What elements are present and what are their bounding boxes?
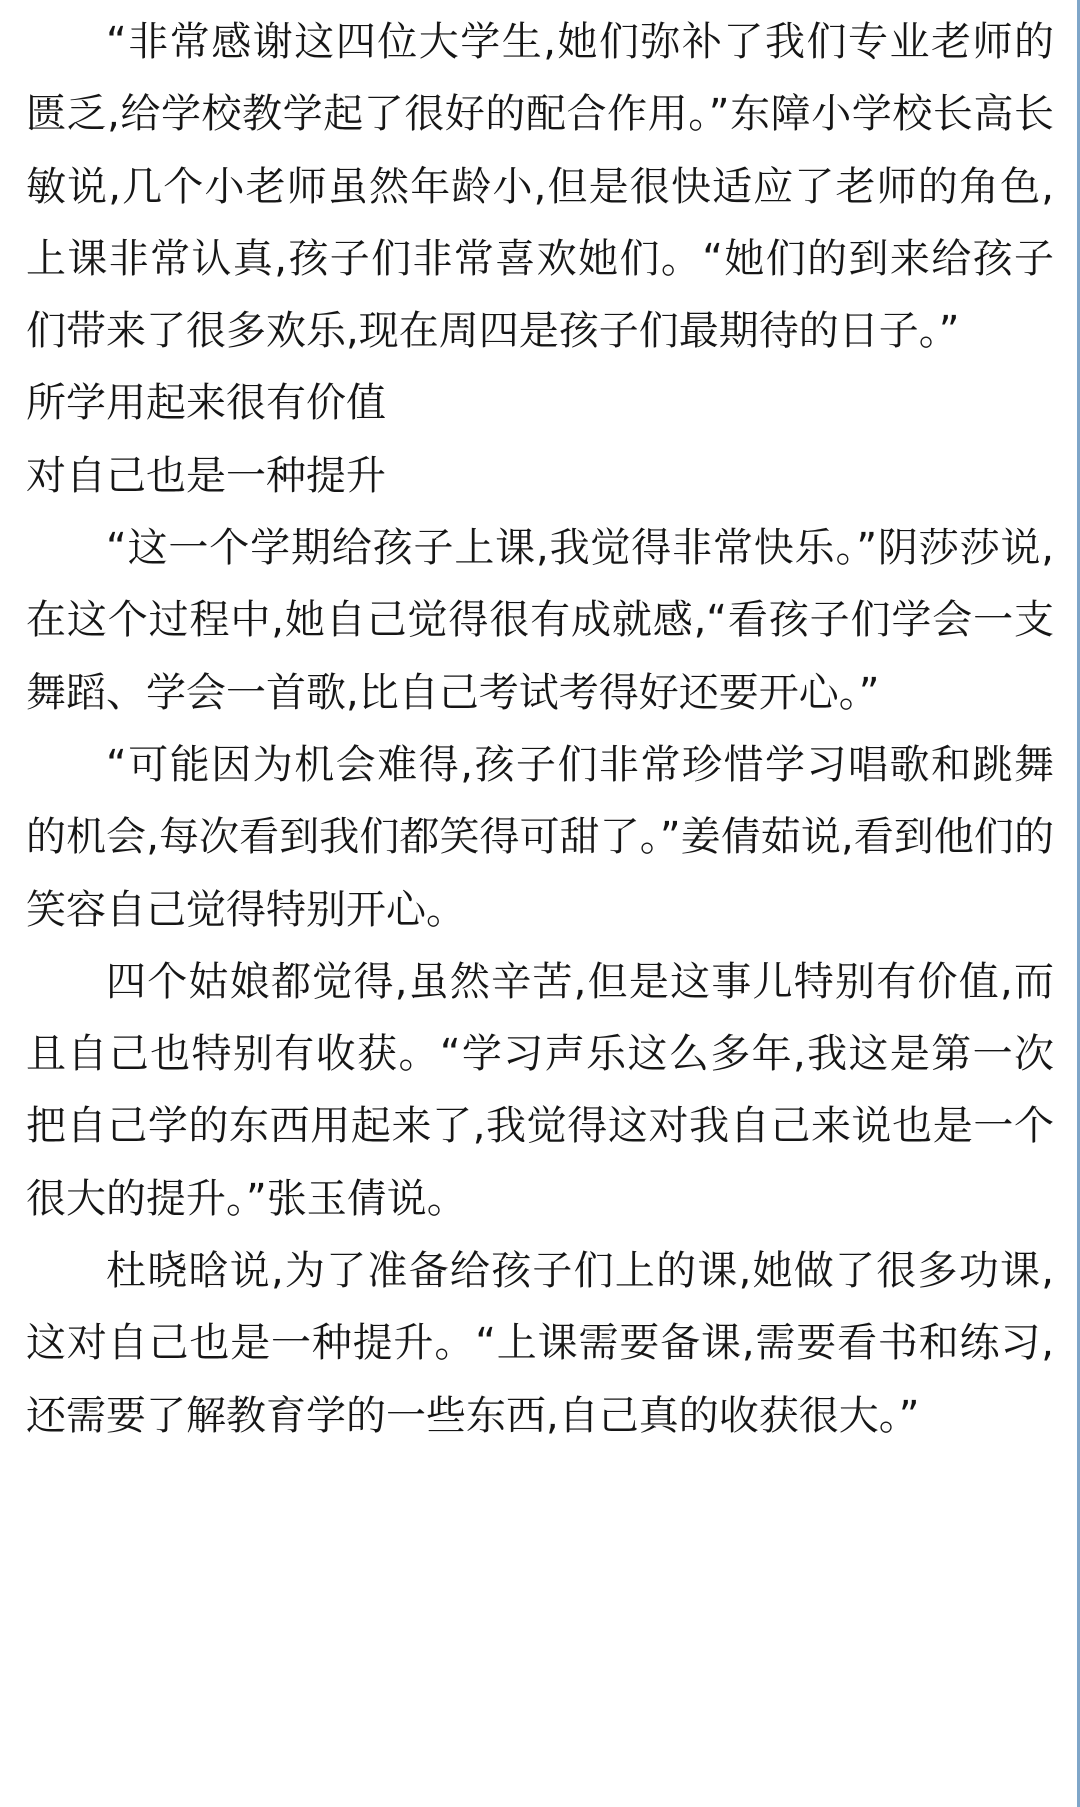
paragraph-jiang-qianru: “可能因为机会难得,孩子们非常珍惜学习唱歌和跳舞的机会,每次看到我们都笑得可甜了。”姜倩茹说,看到他们的笑容自己觉得特别开心。 bbox=[26, 741, 1054, 933]
paragraph-zhang-yuqian: 四个姑娘都觉得,虽然辛苦,但是这事儿特别有价值,而且自己也特别有收获。“学习声乐这么多年,我这是第一次把自己学的东西用起来了,我觉得这对我自己来说也是一个很大的提升。”张玉倩说。 bbox=[26, 958, 1054, 1222]
paragraph-yin-shasha: “这一个学期给孩子上课,我觉得非常快乐。”阴莎莎说,在这个过程中,她自己觉得很有成就感,“看孩子们学会一支舞蹈、学会一首歌,比自己考试考得好还要开心。” bbox=[26, 525, 1054, 716]
article-body bbox=[26, 6, 1054, 1452]
subheading-line-2: 对自己也是一种提升 bbox=[26, 452, 386, 499]
paragraph-du-xiaohan: 杜晓晗说,为了准备给孩子们上的课,她做了很多功课,这对自己也是一种提升。“上课需要备课,需要看书和练习,还需要了解教育学的一些东西,自己真的收获很大。” bbox=[26, 1248, 1054, 1439]
subheading-line-1: 所学用起来很有价值 bbox=[26, 380, 386, 427]
paragraph-principal-quote: “非常感谢这四位大学生,她们弥补了我们专业老师的匮乏,给学校教学起了很好的配合作用。”东障小学校长高长敏说,几个小老师虽然年龄小,但是很快适应了老师的角色,上课非常认真,孩子们非常喜欢她们。“她们的到来给孩子们带来了很多欢乐,现在周四是孩子们最期待的日子。” bbox=[26, 19, 1054, 355]
